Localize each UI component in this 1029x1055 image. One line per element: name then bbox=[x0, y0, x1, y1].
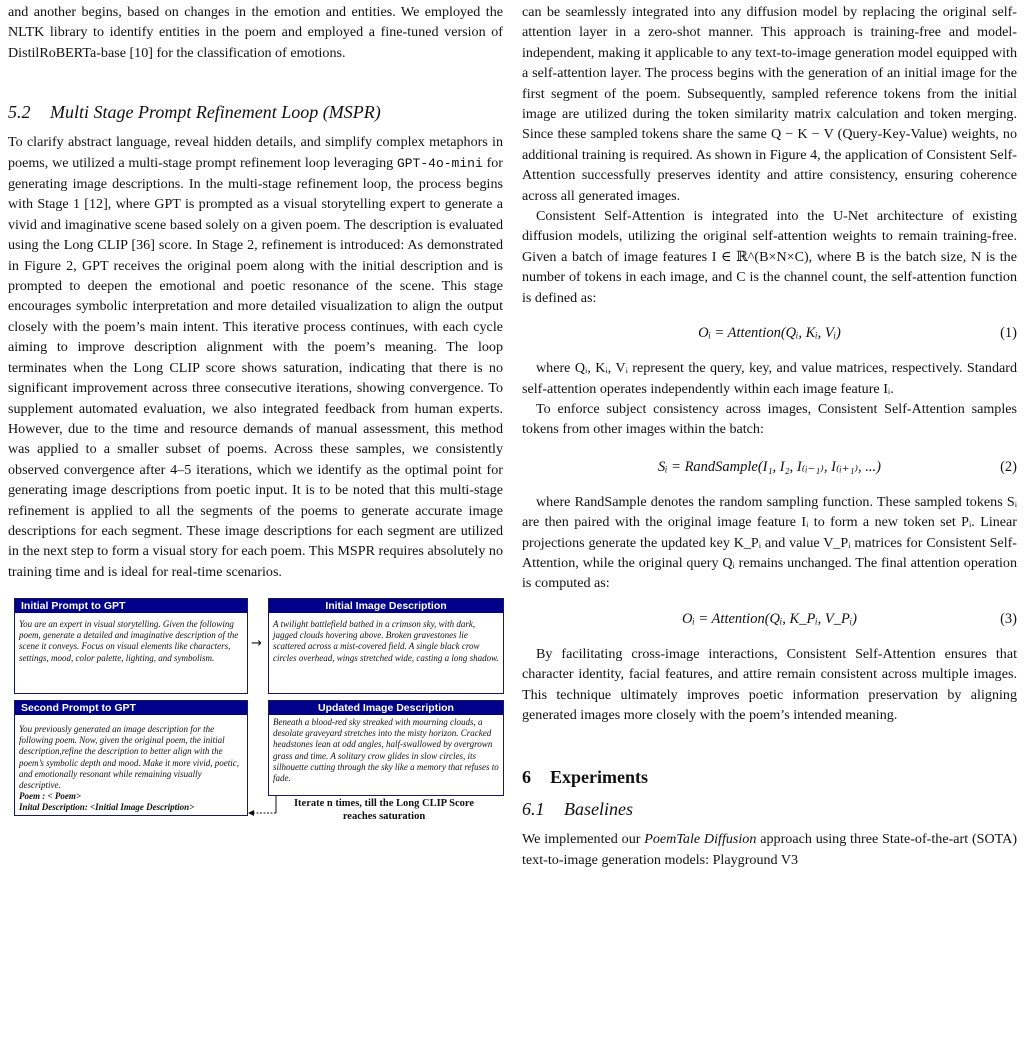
paragraph-right-6: By facilitating cross-image interactions, Consistent Self-Attention ensures that character identity, facial features, and attire remain consistent across multiple images. This technique ultimately improves poetic information preservation by aligning generated images more closely with the poem’s intended meaning. bbox=[522, 645, 1017, 723]
equation-1-body: Oᵢ = Attention(Qᵢ, Kᵢ, Vᵢ) bbox=[698, 325, 841, 342]
equation-2 bbox=[522, 456, 1017, 478]
paragraph-right-5: where RandSample denotes the random sampling function. These sampled tokens Sᵢ are then paired with the original image feature Iᵢ to form a new token set Pᵢ. Linear projections generate the updated key K_Pᵢ and value V_Pᵢ matrices for Consistent Self-Attention, while the original query Qᵢ remains unchanged. The final attention operation is computed as: bbox=[522, 493, 1017, 592]
second-prompt-title: Second Prompt to GPT bbox=[15, 701, 247, 715]
equation-3 bbox=[522, 608, 1017, 630]
second-prompt-text bbox=[15, 715, 247, 814]
section61-title: Baselines bbox=[564, 799, 633, 820]
initial-prompt-box bbox=[14, 598, 248, 694]
paragraph-right-4: To enforce subject consistency across images, Consistent Self-Attention samples tokens from other images within the batch: bbox=[522, 400, 1017, 438]
baselines-text-a: We implemented our bbox=[522, 831, 641, 848]
initial-description-title: Initial Image Description bbox=[269, 599, 503, 613]
equation-3-number: (3) bbox=[1000, 610, 1017, 627]
iterate-note: Iterate n times, till the Long CLIP Score reaches saturation bbox=[293, 798, 475, 822]
method-name: PoemTale Diffusion bbox=[644, 831, 757, 848]
left-column bbox=[8, 0, 503, 582]
initial-prompt-text: You are an expert in visual storytelling. Given the following poem, generate a detailed and imaginative description of the scene it conveys. Focus on visual elements like characters, settings, mood, color palette, lighting, and symbolism. bbox=[19, 619, 239, 663]
updated-description-title: Updated Image Description bbox=[269, 701, 503, 715]
equation-1 bbox=[522, 322, 1017, 344]
second-prompt-box bbox=[14, 700, 248, 816]
paragraph-top: and another begins, based on changes in the emotion and entities. We employed the NLTK library to identify entities in the poem and employed a fine-tuned version of DistilRoBERTa-base [10] for the classification of emotions. bbox=[8, 4, 503, 61]
prompt-refinement-diagram bbox=[14, 598, 504, 822]
initial-prompt-title: Initial Prompt to GPT bbox=[15, 599, 247, 613]
equation-1-number: (1) bbox=[1000, 325, 1017, 342]
updated-description-box bbox=[268, 700, 504, 796]
right-arrow-icon: → bbox=[251, 636, 262, 651]
section61-number: 6.1 bbox=[522, 799, 545, 820]
updated-description-text: Beneath a blood-red sky streaked with mourning clouds, a desolate graveyard stretches into the misty horizon. Cracked headstones lean at odd angles, half-swallowed by overgrown grass and time. A solitary crow glides in slow circles, its silhouette cutting through the sky like a memory that refuses to fade. bbox=[273, 717, 499, 784]
initial-description-box bbox=[268, 598, 504, 694]
section6-title: Experiments bbox=[550, 767, 648, 788]
mspr-text-b: for generating image descriptions. In the multi-stage refinement loop, the process begins with Stage 1 [12], where GPT is prompted as a visual storytelling expert to generate a vivid and imaginative scene based solely on a given poem. The description is evaluated using the Long CLIP [36] score. In Stage 2, refinement is introduced: As demonstrated in Figure 2, GPT receives the original poem along with the initial description and is prompted to deepen the emotional and poetic resonance of the scene. This stage encourages symbolic interpretation and more detailed visualization to align the output closely with the poem’s main intent. This iterative process continues, with each cycle aiming to improve description alignment with the poem’s meaning. The loop terminates when the Long CLIP score shows saturation, indicating that there is no significant improvement across three consecutive iterations, showing convergence. To supplement automated evaluation, we also integrated feedback from human experts. However, due to the time and resource demands of manual assessment, this method was applied to a smaller subset of poems. Across these samples, we consistently observed convergence after 4–5 iterations, which we identify as the optimal point for generating image descriptions from poetic input. It is to be noted that this multi-stage refinement is applied to all the segments of the poems to generate accurate image descriptions for each segment. These image descriptions for each segment are utilized in the next step to form a visual story for each poem. This MSPR requires absolutely no training time and is ideal for real-time scenarios. bbox=[8, 154, 503, 580]
mspr-text-a: To clarify abstract language, reveal hidden details, and simplify complex metaphors in poems, we utilized a multi-stage prompt refinement loop leveraging bbox=[8, 134, 503, 171]
model-name: GPT-4o-mini bbox=[396, 155, 483, 171]
section-heading-5-2 bbox=[8, 100, 503, 124]
feedback-arrow-icon bbox=[246, 794, 286, 818]
section-heading-6-1 bbox=[522, 797, 1017, 821]
paragraph-right-2: Consistent Self-Attention is integrated into the U-Net architecture of existing diffusion models, utilizing the original self-attention weights to remain training-free. Given a batch of image features I ∈ ℝ^(B×N×C), where B is the batch size, N is the number of tokens in each image, and C is the channel count, the self-attention function is defined as: bbox=[522, 208, 1017, 306]
paragraph-right-1: can be seamlessly integrated into any diffusion model by replacing the original self-attention layer in a zero-shot manner. This approach is training-free and model-independent, making it applicable to any text-to-image generation model equipped with a self-attention layer. The process begins with the generation of an initial image for the first segment of the poem. Subsequently, sampled reference tokens from the initial image are utilized during the token similarity matrix calculation and token merging. Since these sampled tokens share the same Q − K − V (Query-Key-Value) weights, no additional training is required. As shown in Figure 4, the application of Consistent Self-Attention successfully preserves identity and attire consistency, ensuring coherence across all generated images. bbox=[522, 4, 1017, 204]
second-prompt-desc-line: Inital Description: <Initial Image Description> bbox=[19, 802, 195, 813]
equation-2-body: Sᵢ = RandSample(I₁, I₂, I₍ᵢ₋₁₎, I₍ᵢ₊₁₎, ...) bbox=[657, 458, 882, 475]
paragraph-right-3: where Qᵢ, Kᵢ, Vᵢ represent the query, key, and value matrices, respectively. Standard self-attention operates independently within each image feature Iᵢ. bbox=[522, 360, 1017, 397]
second-prompt-body: You previously generated an image description for the following poem. Now, given the original poem, the initial description,refine the description to better align with the poem’s symbolic depth and mood. Make it more vivid, poetic, and emotionally resonant while remaining visually descriptive. bbox=[19, 724, 239, 791]
section-heading-6 bbox=[522, 765, 1017, 789]
equation-3-body: Oᵢ = Attention(Qᵢ, K_Pᵢ, V_Pᵢ) bbox=[682, 610, 857, 627]
right-column bbox=[522, 0, 1017, 870]
section-title: Multi Stage Prompt Refinement Loop (MSPR) bbox=[50, 102, 381, 123]
baselines-text-b: approach using three State-of-the-art (SOTA) text-to-image generation models: Playground V3 bbox=[522, 831, 1018, 868]
paragraph-right-7 bbox=[522, 829, 1017, 870]
section6-number: 6 bbox=[522, 767, 531, 788]
initial-description-text: A twilight battlefield bathed in a crimson sky, with dark, jagged clouds hovering above. Broken gravestones lie scattered across a mist-covered field. A single black crow circles overhead, wings stretched wide, casting a long shadow. bbox=[273, 619, 499, 663]
second-prompt-poem-line: Poem : < Poem> bbox=[19, 791, 81, 802]
section-number: 5.2 bbox=[8, 102, 31, 123]
equation-2-number: (2) bbox=[1000, 458, 1017, 475]
paragraph-mspr bbox=[8, 132, 503, 582]
